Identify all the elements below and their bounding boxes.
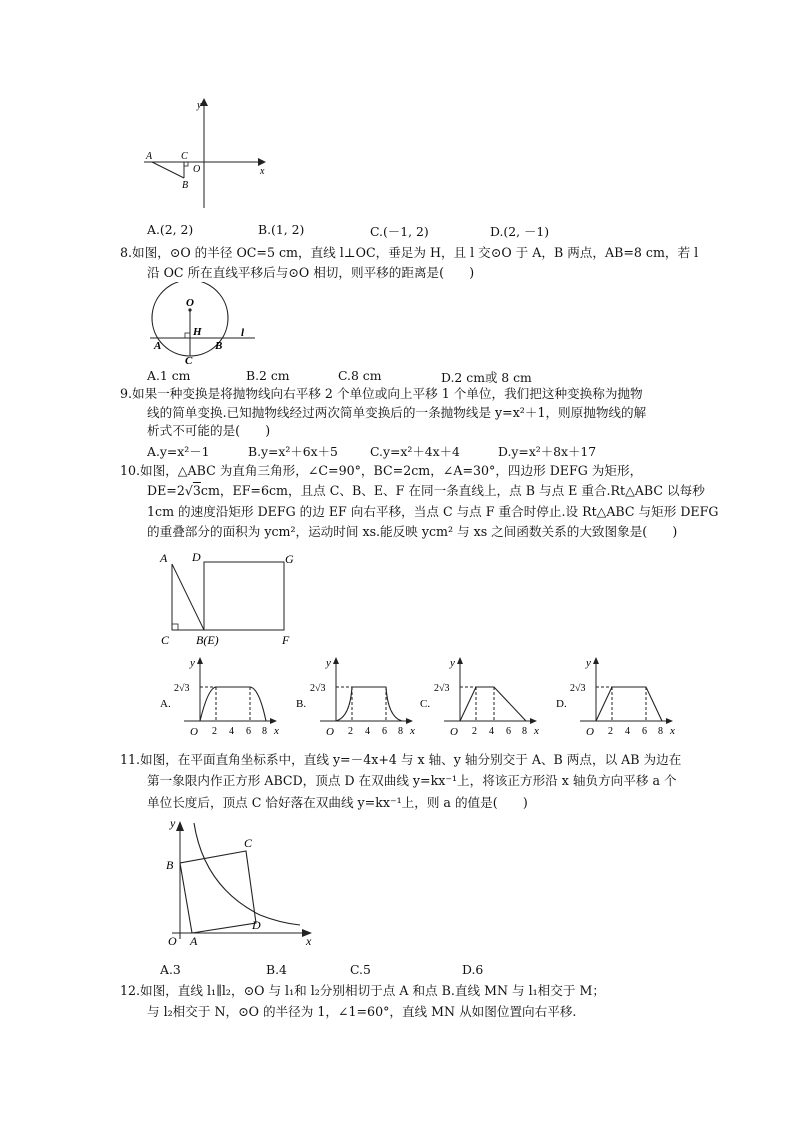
q8-option-d: D.2 cm或 8 cm (441, 370, 532, 385)
q9-option-a: A.y=x²－1 (147, 444, 210, 459)
q12-text-line2: 与 l₂相交于 N，⊙O 的半径为 1，∠1=60°，直线 MN 从如图位置向右平移. (147, 1004, 577, 1019)
q7-option-d: D.(2, －1) (490, 224, 550, 239)
q10-graph-a-ytick: 2√3 (174, 683, 190, 694)
fig8-H-label: H (193, 326, 202, 338)
fig7-C-label: C (181, 151, 188, 162)
q8-text-line2: 沿 OC 所在直线平移后与⊙O 相切，则平移的距离是( ) (147, 265, 475, 280)
q9-option-c: C.y=x²＋4x＋4 (370, 444, 460, 459)
q9-text-line3: 析式不可能的是( ) (147, 423, 271, 438)
fig10-BE-label: B(E) (196, 633, 219, 647)
fig11-x-label: x (306, 934, 312, 948)
q12-text-line1: 12.如图，直线 l₁∥l₂，⊙O 与 l₁和 l₂分别相切于点 A 和点 B.直线 MN 与 l₁相交于 M； (120, 983, 605, 998)
q10-graph-a-y: y (190, 657, 195, 669)
q10-graph-b-xtick-8: 8 (398, 726, 403, 737)
q10-radicand: 3 (192, 483, 201, 498)
q11-option-a: A.3 (160, 962, 181, 977)
q10-graph-d-origin: O (586, 726, 594, 738)
fig7-O-label: O (193, 164, 201, 175)
q10-graph-a-x: x (274, 725, 279, 737)
q7-option-a: A.(2, 2) (147, 222, 194, 237)
q9-text-line2: 线的简单变换.已知抛物线经过两次简单变换后的一条抛物线是 y=x²＋1，则原抛物线的解 (147, 405, 647, 420)
fig8-A-label: A (154, 340, 162, 352)
q10-graph-d-letter: D. (556, 698, 567, 710)
q11-option-d: D.6 (462, 962, 484, 977)
q10-graph-d-xtick-2: 2 (608, 726, 613, 737)
q11-figure (160, 815, 320, 950)
q11-text-line1: 11.如图，在平面直角坐标系中，直线 y=－4x+4 与 x 轴、y 轴分别交于 A、B 两点，以 AB 为边在 (120, 752, 682, 767)
q9-option-d: D.y=x²＋8x＋17 (498, 444, 597, 459)
q10-graph-b-xtick-4: 4 (365, 726, 370, 737)
q10-graph-b-letter: B. (296, 698, 307, 710)
fig7-B-label: B (182, 180, 189, 191)
q9-text-line1: 9.如果一种变换是将抛物线向右平移 2 个单位或向上平移 1 个单位，我们把这种变换称为抛物 (120, 386, 643, 401)
q10-graph-b-y: y (326, 657, 331, 669)
q10-graph-d-y: y (586, 657, 591, 669)
fig8-O-label: O (186, 297, 194, 309)
fig7-x-label: x (260, 166, 265, 177)
fig8-B-label: B (215, 340, 223, 352)
q10-graph-c-y: y (450, 657, 455, 669)
q11-option-c: C.5 (350, 962, 371, 977)
q8-option-b: B.2 cm (246, 368, 290, 383)
q10-graph-a-origin: O (190, 726, 198, 738)
q10-graph-b-ytick: 2√3 (310, 683, 326, 694)
q10-de-prefix: DE=2 (147, 483, 185, 498)
q10-graph-b-xtick-6: 6 (382, 726, 387, 737)
q10-graph-c-origin: O (450, 726, 458, 738)
q10-graph-b-x: x (410, 725, 415, 737)
fig8-l-label: l (241, 327, 245, 339)
q10-graph-c-xtick-2: 2 (472, 726, 477, 737)
fig7-y-label: y (197, 100, 202, 111)
q10-graph-c-xtick-4: 4 (489, 726, 494, 737)
q10-graph-d-x: x (670, 725, 675, 737)
q10-de-suffix: cm，EF=6cm，且点 C、B、E、F 在同一条直线上，点 B 与点 E 重合.Rt△ABC 以每秒 (200, 483, 705, 498)
fig10-F-label: F (282, 633, 290, 647)
q10-text-line3: 1cm 的速度沿矩形 DEFG 的边 EF 向右平移，当点 C 与点 F 重合时停止.设 Rt△ABC 与矩形 DEFG (147, 504, 719, 519)
q7-option-c: C.(－1, 2) (370, 224, 429, 239)
q10-graph-b-xtick-2: 2 (348, 726, 353, 737)
q10-graph-c-x: x (534, 725, 539, 737)
q8-figure (140, 282, 265, 366)
q10-graph-d-xtick-8: 8 (658, 726, 663, 737)
fig7-A-label: A (146, 151, 153, 162)
fig11-A-label: A (190, 934, 198, 948)
q10-text-line2 (147, 483, 705, 499)
q10-graph-b (292, 655, 422, 740)
q7-option-b: B.(1, 2) (258, 222, 305, 237)
fig11-B-label: B (166, 858, 174, 872)
fig10-A-label: A (160, 551, 168, 565)
q11-option-b: B.4 (266, 962, 287, 977)
fig10-C-label: C (161, 633, 170, 647)
q10-graph-a-xtick-8: 8 (262, 726, 267, 737)
fig8-C-label: C (185, 355, 193, 366)
q10-graph-d (552, 655, 684, 740)
q11-text-line3: 单位长度后，顶点 C 恰好落在双曲线 y=kx⁻¹上，则 a 的值是( ) (147, 795, 528, 810)
q10-graph-c (416, 655, 546, 740)
q10-text-line1: 10.如图，△ABC 为直角三角形，∠C=90°，BC=2cm，∠A=30°，四边形 DEFG 为矩形， (120, 463, 643, 478)
q8-option-c: C.8 cm (338, 368, 382, 383)
q10-graph-a-xtick-4: 4 (229, 726, 234, 737)
fig11-C-label: C (244, 836, 253, 850)
q10-graph-a-letter: A. (160, 698, 171, 710)
fig11-D-label: D (252, 918, 261, 932)
q10-graph-d-xtick-4: 4 (625, 726, 630, 737)
fig11-O-label: O (168, 934, 177, 948)
q10-graph-b-origin: O (326, 726, 334, 738)
q10-graph-a-xtick-6: 6 (246, 726, 251, 737)
q10-graph-d-xtick-6: 6 (642, 726, 647, 737)
q10-graph-c-xtick-8: 8 (522, 726, 527, 737)
q8-option-a: A.1 cm (147, 368, 191, 383)
q10-graph-c-letter: C. (420, 698, 431, 710)
fig10-G-label: G (285, 552, 294, 566)
fig11-y-label: y (170, 816, 176, 830)
q10-graph-a-xtick-2: 2 (212, 726, 217, 737)
q9-option-b: B.y=x²＋6x＋5 (248, 444, 338, 459)
q8-text-line1: 8.如图，⊙O 的半径 OC=5 cm，直线 l⊥OC，垂足为 H，且 l 交⊙O 于 A，B 两点，AB=8 cm，若 l (120, 245, 699, 260)
q11-text-line2: 第一象限内作正方形 ABCD，顶点 D 在双曲线 y=kx⁻¹上，将该正方形沿 x 轴负方向平移 a 个 (147, 773, 677, 788)
q10-graph-d-ytick: 2√3 (570, 683, 586, 694)
q10-text-line4: 的重叠部分的面积为 ycm²，运动时间 xs.能反映 ycm² 与 xs 之间函数关系的大致图象是( ) (147, 524, 678, 539)
q7-figure (140, 96, 270, 212)
sqrt-icon: √ (184, 483, 193, 498)
q10-main-figure (156, 548, 316, 648)
q10-graph-c-xtick-6: 6 (506, 726, 511, 737)
q10-graph-c-ytick: 2√3 (434, 683, 450, 694)
fig10-D-label: D (192, 550, 201, 564)
q10-graph-a (156, 655, 286, 740)
